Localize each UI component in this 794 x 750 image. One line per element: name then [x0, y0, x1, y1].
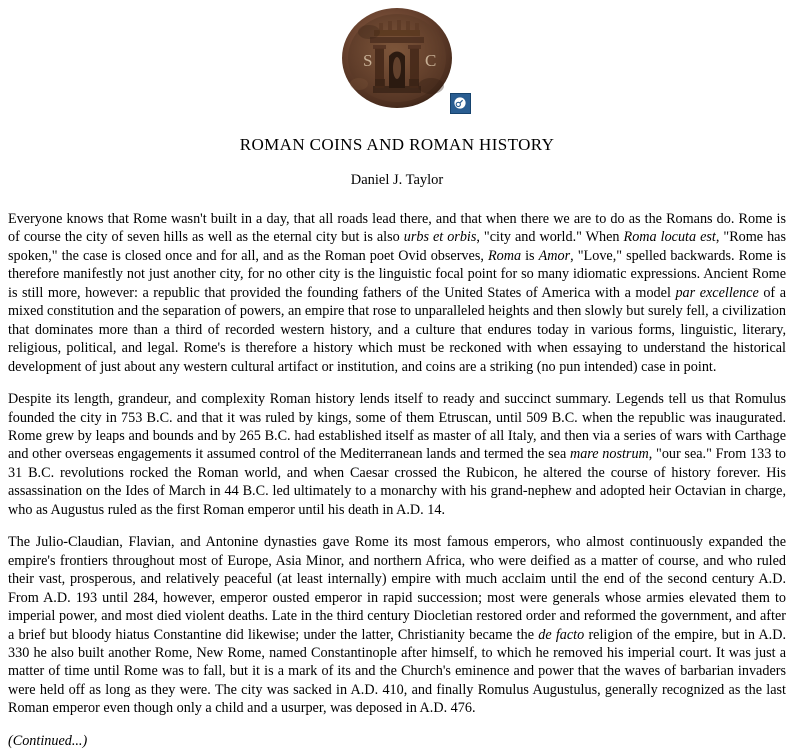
- paragraph: [8, 533, 786, 718]
- coin-image-container[interactable]: [339, 6, 455, 110]
- coin-legend-c: C: [425, 51, 437, 70]
- text-run: of a mixed constitution and the separation of powers, an empire that rose to unparalleled heights and then slowly but surely fell, a civilization that dominates more than a third of recorded western history, and a culture that endures today in various forms, linguistic, literary, religious, political, and legal. Rome's is therefore a history which must be reckoned with when essaying to understand the historical development of just about any western cultural artifact or institution, and coins are a striking (no pun intended) case in point.: [8, 284, 787, 375]
- magnifier-glyph: [453, 96, 468, 111]
- text-run: Despite its length, grandeur, and complexity Roman history lends itself to ready and succinct summary. Legends tell us that Romulus founded the city in 753 B.C. and that it was ruled by kings, some of them Etruscan, until 509 B.C. when the republic was inaugurated. Rome grew by leaps and bounds and by 265 B.C. had established itself as master of all Italy, and then via a series of wars with Carthage and other overseas engagements it assumed control of the Mediterranean lands and termed the sea: [8, 391, 786, 463]
- page-title: ROMAN COINS AND ROMAN HISTORY: [239, 135, 555, 154]
- text-run: Everyone knows that Rome wasn't built in a day, that all roads lead there, and that when there we are to do as the Romans do. Rome is of course the city of seven hills as well as the eternal city but is also: [8, 211, 786, 246]
- coin-figure: [8, 0, 786, 115]
- italic-term: par excellence: [675, 284, 759, 301]
- coin-legend-s: S: [363, 51, 373, 70]
- italic-term: Amor: [538, 247, 571, 264]
- text-run: , "Rome has spoken," the case is closed once and for all, and as the Roman poet Ovid observes,: [8, 229, 786, 264]
- continued-note: (Continued...): [8, 732, 88, 749]
- roman-bronze-coin-image: [339, 6, 455, 110]
- italic-term: Roma locuta est: [623, 229, 716, 246]
- text-run: , "our sea." From 133 to 31 B.C. revolutions rocked the Roman world, and when Caesar crossed the Rubicon, he altered the course of history forever. His assassination on the Ides of March in 44 B.C. led ultimately to a monarchy with his grand-nephew and adopted heir Octavian in charge, who as Augustus ruled as the first Roman emperor until his death in A.D. 14.: [8, 446, 787, 518]
- text-run: religion of the empire, but in A.D. 330 he also built another Rome, New Rome, named Constantinople after himself, to which he removed his imperial court. It was just a matter of time until Rome was to fall, but it is a mark of its and the Church's eminence and power that the waves of barbarian invaders were held off as long as they were. The city was sacked in A.D. 410, and finally Romulus Augustulus, generally recognized as the last Roman emperor even though only a child and a usurper, was deposed in A.D. 476.: [8, 626, 787, 717]
- article-body: [8, 210, 786, 718]
- text-run: The Julio-Claudian, Flavian, and Antonine dynasties gave Rome its most famous emperors, who almost continuously expanded the empire's frontiers throughout most of Europe, Asia Minor, and northern Africa, who were deified as a matter of course, and who ruled their vast, prosperous, and relatively peaceful (at least internally) empire with much acclaim until the end of the second century A.D. From A.D. 193 until 284, however, emperor ousted emperor in rapid succession; most were generals whose armies elevated them to imperial power, and most died violent deaths. Late in the third century Diocletian restored order and reformed the government, and after a brief but bloody hiatus Constantine did likewise; under the latter, Christianity became the: [8, 534, 786, 643]
- paragraph: [8, 210, 786, 376]
- italic-term: urbs et orbis: [403, 229, 477, 246]
- author-name: Daniel J. Taylor: [350, 172, 444, 188]
- paragraph: [8, 390, 786, 519]
- zoom-image-icon[interactable]: [450, 93, 471, 114]
- text-run: , "city and world." When: [476, 229, 624, 246]
- italic-term: Roma: [487, 247, 522, 264]
- text-run: is: [521, 247, 539, 264]
- italic-term: de facto: [538, 626, 585, 643]
- italic-term: mare nostrum: [569, 446, 649, 463]
- text-run: , "Love," spelled backwards. Rome is therefore manifestly not just another city, for no other city is the linguistic focal point for so many idiomatic expressions. Ancient Rome is still more, however: a republic that provided the founding fathers of the United States of America with a model: [8, 247, 787, 301]
